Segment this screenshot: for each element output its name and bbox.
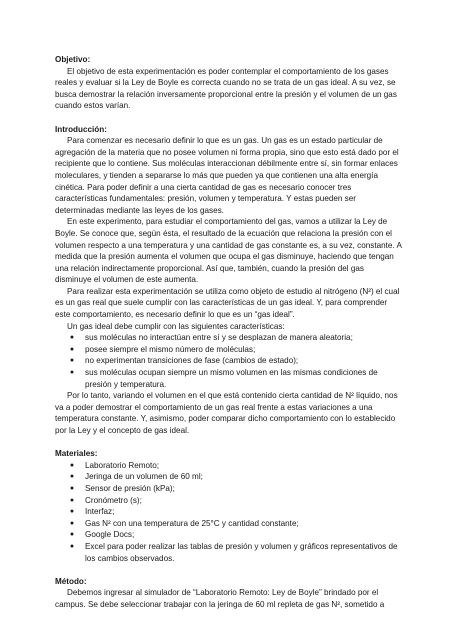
- materiales-section: [55, 448, 402, 564]
- bullet-icon: ●: [69, 531, 75, 539]
- list-item: ● Excel para poder realizar las tablas de presión y volumen y gráficos representativos de los cambios observados.: [55, 541, 402, 564]
- bullet-icon: ●: [69, 508, 75, 516]
- introduccion-paragraph: Para comenzar es necesario definir lo que es un gas. Un gas es un estado particular de agregación de la materia que no posee volumen ni forma propia, sino que esto está dado por el recipiente que lo contiene. Sus moléculas interaccionan débilmente entre sí, sin formar enlaces moleculares, y tienden a separarse lo más que pueden ya que contienen una alta energía cinética. Para poder definir a una cierta cantidad de gas es necesario conocer tres características fundamentales: presión, volumen y temperatura. Y estas pueden ser determinadas mediante las leyes de los gases.: [55, 136, 399, 215]
- bullet-icon: ●: [69, 542, 75, 550]
- objetivo-heading: Objetivo:: [55, 55, 91, 64]
- bullet-icon: ●: [69, 473, 75, 481]
- list-item: ● Interfaz;: [55, 506, 402, 518]
- list-item: ● sus moléculas no interactúan entre sí y se desplazan de manera aleatoria;: [55, 332, 402, 344]
- introduccion-paragraph: Para realizar esta experimentación se utiliza como objeto de estudio al nitrógeno (N²) el cual es un gas real que suele cumplir con las características de un gas ideal. Y, para comprender este comportamiento, es necesario definir lo que es un “gas ideal”.: [55, 286, 400, 320]
- bullet-icon: ●: [69, 519, 75, 527]
- bullet-icon: ●: [69, 496, 75, 504]
- introduccion-paragraph: En este experimento, para estudiar el comportamiento del gas, vamos a utilizar la Ley de Boyle. Se conoce que, según ésta, el resultado de la ecuación que relaciona la presión con el volumen respecto a una temperatura y una cantidad de gas constante es, a su vez, constante. A medida que la presión aumenta el volumen que ocupa el gas disminuye, haciendo que tengan una relación indirectamente proporcional. Así que, también, cuando la presión del gas disminuye el volumen de este aumenta.: [55, 217, 402, 285]
- bullet-icon: ●: [69, 334, 75, 342]
- bullet-icon: ●: [69, 461, 75, 469]
- list-item: ● sus moléculas ocupan siempre un mismo volumen en las mismas condiciones de presión y temperatura.: [55, 367, 402, 390]
- introduccion-section: [55, 124, 402, 437]
- metodo-heading: Método:: [55, 576, 87, 586]
- list-item: ● posee siempre el mismo número de moléculas;: [55, 344, 402, 356]
- introduccion-heading: Introducción:: [55, 124, 107, 134]
- bullet-icon: ●: [69, 484, 75, 492]
- bullet-icon: ●: [69, 357, 75, 365]
- materiales-list: [55, 460, 402, 564]
- objetivo-section: [55, 54, 402, 112]
- introduccion-closing: Por lo tanto, variando el volumen en el que está contenido cierta cantidad de N² líquido, nos va a poder demostrar el comportamiento de un gas real frente a estas variaciones a una temperatura constante. Y, asimismo, poder comparar dicho comportamiento con lo establecido por la Ley y el concepto de gas ideal.: [55, 391, 398, 435]
- list-item: ● Google Docs;: [55, 529, 402, 541]
- introduccion-paragraph: Un gas ideal debe cumplir con las siguientes características:: [67, 321, 285, 331]
- metodo-paragraph: Debemos ingresar al simulador de “Laboratorio Remoto: Ley de Boyle” brindado por el campus. Se debe seleccionar trabajar con la jeringa de 60 ml repleta de gas N², sometido a: [55, 588, 385, 609]
- materiales-heading: Materiales:: [55, 449, 98, 459]
- list-item: ● Laboratorio Remoto;: [55, 460, 402, 472]
- list-item: ● no experimentan transiciones de fase (cambios de estado);: [55, 355, 402, 367]
- list-item: ● Sensor de presión (kPa);: [55, 483, 402, 495]
- list-item: ● Gas N² con una temperatura de 25°C y cantidad constante;: [55, 518, 402, 530]
- list-item: ● Jeringa de un volumen de 60 ml;: [55, 471, 402, 483]
- bullet-icon: ●: [69, 345, 75, 353]
- objetivo-paragraph: El objetivo de esta experimentación es poder contemplar el comportamiento de los gases reales y evaluar si la Ley de Boyle es correcta cuando no se trata de un gas ideal. A su vez, se busca demostrar la relación inversamente proporcional entre la presión y el volumen de un gas cuando estos varían.: [55, 66, 397, 111]
- gas-ideal-properties-list: [55, 332, 402, 390]
- metodo-section: [55, 576, 402, 611]
- bullet-icon: ●: [69, 369, 75, 377]
- list-item: ● Cronómetro (s);: [55, 495, 402, 507]
